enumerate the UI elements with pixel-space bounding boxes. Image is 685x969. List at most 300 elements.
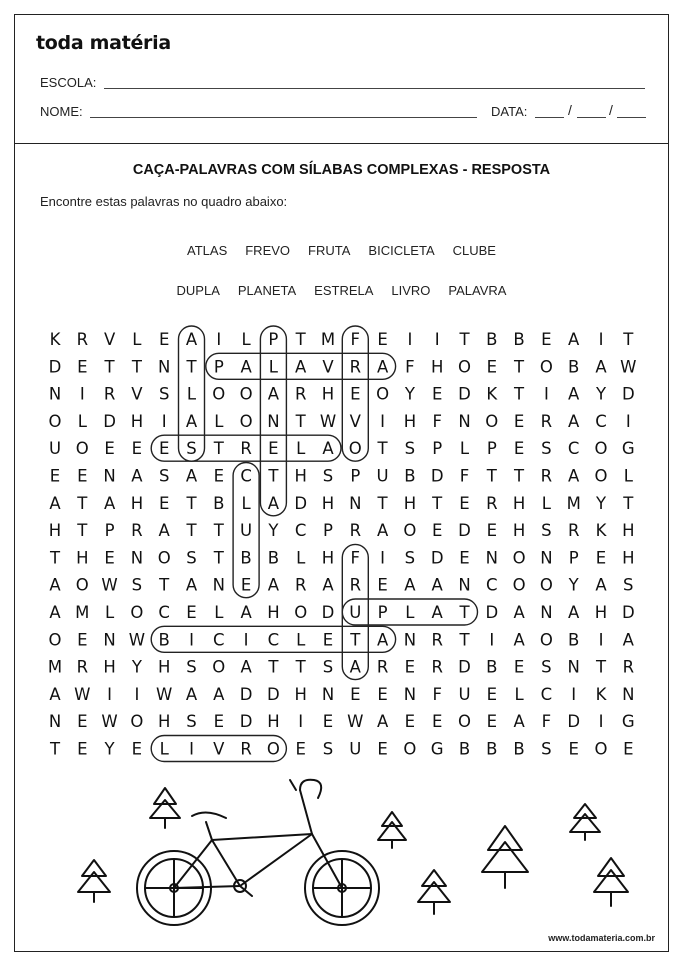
grid-letter[interactable]: R — [131, 521, 143, 541]
grid-letter[interactable]: P — [350, 466, 361, 486]
grid-letter[interactable]: O — [75, 439, 89, 459]
grid-letter[interactable]: E — [595, 548, 607, 568]
grid-letter[interactable]: E — [431, 384, 443, 404]
grid-letter[interactable]: Y — [131, 657, 142, 677]
grid-letter[interactable]: N — [48, 712, 62, 732]
grid-letter[interactable]: C — [213, 630, 225, 650]
grid-letter[interactable]: A — [513, 712, 525, 732]
grid-letter[interactable]: A — [322, 575, 334, 595]
grid-letter[interactable]: H — [103, 657, 116, 677]
grid-letter[interactable]: U — [48, 439, 62, 459]
grid-letter[interactable]: T — [514, 357, 525, 377]
grid-letter[interactable]: A — [240, 357, 252, 377]
grid-letter[interactable]: S — [541, 739, 552, 759]
grid-letter[interactable]: T — [432, 493, 443, 513]
grid-letter[interactable]: A — [349, 657, 361, 677]
grid-letter[interactable]: C — [240, 466, 252, 486]
grid-letter[interactable]: C — [567, 439, 580, 459]
grid-letter[interactable]: E — [49, 466, 61, 486]
grid-letter[interactable]: R — [240, 439, 252, 459]
grid-letter[interactable]: T — [77, 521, 88, 541]
grid-letter[interactable]: T — [49, 739, 61, 759]
grid-letter[interactable]: O — [48, 411, 62, 431]
grid-letter[interactable]: S — [131, 575, 143, 595]
grid-letter[interactable]: D — [430, 466, 444, 486]
grid-letter[interactable]: E — [513, 439, 525, 459]
grid-letter[interactable]: C — [267, 630, 280, 650]
grid-letter[interactable]: I — [598, 630, 604, 650]
grid-letter[interactable]: E — [486, 521, 498, 541]
grid-letter[interactable]: E — [104, 548, 115, 568]
grid-letter[interactable]: H — [512, 493, 526, 513]
grid-letter[interactable]: F — [350, 330, 361, 349]
grid-letter[interactable]: E — [459, 548, 470, 568]
grid-letter[interactable]: E — [213, 466, 225, 486]
grid-letter[interactable]: I — [598, 712, 604, 732]
grid-letter[interactable]: H — [430, 357, 444, 377]
grid-letter[interactable]: E — [404, 657, 416, 677]
grid-letter[interactable]: I — [79, 384, 85, 404]
grid-letter[interactable]: N — [403, 630, 417, 650]
grid-letter[interactable]: E — [431, 521, 443, 541]
grid-letter[interactable]: H — [157, 657, 171, 677]
grid-letter[interactable]: A — [431, 575, 443, 595]
grid-letter[interactable]: L — [186, 384, 197, 404]
grid-letter[interactable]: R — [567, 521, 580, 541]
grid-letter[interactable]: O — [512, 575, 526, 595]
grid-letter[interactable]: H — [594, 603, 608, 622]
grid-letter[interactable]: L — [214, 603, 224, 622]
grid-letter[interactable]: L — [241, 330, 251, 349]
grid-letter[interactable]: P — [377, 603, 388, 622]
grid-letter[interactable]: K — [595, 521, 607, 541]
grid-letter[interactable]: A — [376, 712, 389, 732]
grid-letter[interactable]: W — [74, 684, 91, 704]
grid-letter[interactable]: A — [376, 357, 389, 377]
grid-letter[interactable]: S — [186, 439, 197, 459]
grid-letter[interactable]: A — [49, 575, 61, 595]
grid-letter[interactable]: I — [298, 712, 304, 732]
grid-letter[interactable]: S — [322, 739, 334, 759]
grid-letter[interactable]: S — [623, 575, 634, 595]
grid-letter[interactable]: V — [322, 357, 334, 377]
grid-letter[interactable]: S — [541, 521, 552, 541]
grid-letter[interactable]: R — [431, 657, 443, 677]
grid-letter[interactable]: H — [321, 493, 335, 513]
grid-letter[interactable]: T — [186, 493, 197, 513]
grid-letter[interactable]: E — [377, 684, 388, 704]
grid-letter[interactable]: A — [431, 603, 443, 622]
grid-letter[interactable]: Y — [568, 575, 579, 595]
grid-letter[interactable]: O — [266, 739, 280, 759]
grid-letter[interactable]: H — [267, 603, 280, 622]
grid-letter[interactable]: O — [512, 548, 526, 568]
grid-letter[interactable]: B — [158, 630, 170, 650]
grid-letter[interactable]: D — [321, 603, 335, 622]
grid-letter[interactable]: W — [156, 684, 173, 704]
grid-letter[interactable]: D — [103, 411, 116, 431]
grid-letter[interactable]: O — [403, 521, 417, 541]
grid-letter[interactable]: A — [185, 684, 198, 704]
grid-letter[interactable]: P — [323, 521, 333, 541]
grid-letter[interactable]: L — [214, 411, 224, 431]
grid-letter[interactable]: S — [404, 439, 416, 459]
grid-letter[interactable]: T — [514, 466, 525, 486]
grid-letter[interactable]: S — [158, 384, 170, 404]
grid-letter[interactable]: Y — [104, 739, 115, 759]
grid-letter[interactable]: I — [434, 330, 440, 349]
grid-letter[interactable]: O — [485, 411, 499, 431]
grid-letter[interactable]: U — [349, 603, 362, 622]
grid-letter[interactable]: T — [268, 466, 279, 486]
grid-letter[interactable]: M — [75, 603, 90, 622]
grid-letter[interactable]: V — [103, 330, 116, 349]
grid-letter[interactable]: S — [186, 657, 197, 677]
grid-letter[interactable]: Y — [595, 493, 607, 513]
grid-letter[interactable]: O — [594, 439, 608, 459]
grid-letter[interactable]: H — [76, 548, 89, 568]
grid-letter[interactable]: A — [267, 493, 280, 513]
grid-letter[interactable]: F — [459, 466, 470, 486]
grid-letter[interactable]: E — [513, 657, 525, 677]
grid-letter[interactable]: H — [294, 466, 307, 486]
grid-letter[interactable]: T — [514, 384, 525, 404]
grid-letter[interactable]: B — [404, 466, 416, 486]
grid-letter[interactable]: N — [130, 548, 144, 568]
grid-letter[interactable]: A — [376, 630, 389, 650]
grid-letter[interactable]: I — [598, 330, 604, 349]
grid-letter[interactable]: I — [216, 330, 222, 349]
grid-letter[interactable]: L — [104, 603, 115, 622]
grid-letter[interactable]: D — [621, 603, 635, 622]
grid-letter[interactable]: O — [239, 384, 253, 404]
grid-letter[interactable]: I — [189, 630, 194, 650]
grid-letter[interactable]: F — [432, 684, 442, 704]
grid-letter[interactable]: L — [541, 493, 552, 513]
grid-letter[interactable]: D — [294, 493, 308, 513]
grid-letter[interactable]: E — [158, 493, 170, 513]
grid-letter[interactable]: C — [486, 575, 498, 595]
grid-letter[interactable]: E — [186, 603, 197, 622]
grid-letter[interactable]: B — [513, 739, 525, 759]
grid-letter[interactable]: E — [268, 439, 279, 459]
grid-letter[interactable]: H — [267, 712, 280, 732]
grid-letter[interactable]: E — [77, 739, 88, 759]
grid-letter[interactable]: T — [295, 657, 306, 677]
grid-letter[interactable]: A — [376, 521, 389, 541]
grid-letter[interactable]: H — [403, 493, 417, 513]
grid-letter[interactable]: M — [47, 657, 63, 677]
grid-letter[interactable]: Y — [268, 521, 279, 541]
grid-letter[interactable]: I — [407, 330, 413, 349]
grid-letter[interactable]: S — [404, 548, 416, 568]
grid-letter[interactable]: E — [350, 684, 361, 704]
grid-letter[interactable]: A — [185, 411, 198, 431]
grid-letter[interactable]: L — [268, 357, 279, 377]
grid-letter[interactable]: A — [595, 357, 607, 377]
grid-letter[interactable]: R — [376, 657, 389, 677]
grid-letter[interactable]: C — [294, 521, 307, 541]
grid-letter[interactable]: A — [568, 330, 580, 349]
grid-letter[interactable]: E — [486, 357, 498, 377]
grid-letter[interactable]: E — [486, 684, 498, 704]
grid-letter[interactable]: E — [377, 330, 388, 349]
grid-letter[interactable]: C — [595, 411, 607, 431]
grid-letter[interactable]: H — [130, 411, 144, 431]
grid-letter[interactable]: A — [404, 575, 416, 595]
grid-letter[interactable]: V — [213, 739, 225, 759]
grid-letter[interactable]: O — [294, 603, 308, 622]
grid-letter[interactable]: E — [322, 630, 334, 650]
grid-letter[interactable]: R — [349, 575, 362, 595]
grid-letter[interactable]: D — [458, 521, 471, 541]
grid-letter[interactable]: B — [513, 330, 525, 349]
grid-letter[interactable]: R — [349, 521, 362, 541]
grid-letter[interactable]: U — [349, 739, 362, 759]
grid-letter[interactable]: A — [622, 630, 634, 650]
grid-letter[interactable]: O — [539, 630, 553, 650]
grid-letter[interactable]: A — [595, 575, 607, 595]
grid-letter[interactable]: L — [77, 411, 87, 431]
grid-letter[interactable]: L — [405, 603, 415, 622]
grid-letter[interactable]: D — [621, 384, 635, 404]
grid-letter[interactable]: D — [567, 712, 581, 732]
grid-letter[interactable]: L — [459, 439, 470, 459]
grid-letter[interactable]: B — [568, 630, 580, 650]
grid-letter[interactable]: I — [625, 411, 631, 431]
grid-letter[interactable]: T — [186, 357, 197, 377]
grid-letter[interactable]: N — [321, 684, 335, 704]
grid-letter[interactable]: I — [489, 630, 495, 650]
grid-letter[interactable]: L — [241, 493, 251, 513]
grid-letter[interactable]: O — [594, 466, 608, 486]
grid-letter[interactable]: K — [486, 384, 498, 404]
grid-letter[interactable]: N — [567, 657, 580, 677]
grid-letter[interactable]: U — [240, 521, 253, 541]
grid-letter[interactable]: O — [212, 657, 226, 677]
grid-letter[interactable]: P — [432, 439, 443, 459]
grid-letter[interactable]: I — [543, 384, 549, 404]
grid-letter[interactable]: O — [75, 575, 89, 595]
grid-letter[interactable]: I — [161, 411, 167, 431]
grid-letter[interactable]: N — [622, 684, 635, 704]
grid-letter[interactable]: E — [131, 739, 143, 759]
grid-letter[interactable]: D — [458, 657, 471, 677]
grid-letter[interactable]: F — [432, 411, 442, 431]
grid-letter[interactable]: B — [240, 548, 252, 568]
grid-letter[interactable]: R — [486, 493, 498, 513]
grid-letter[interactable]: S — [158, 466, 170, 486]
grid-letter[interactable]: H — [294, 684, 307, 704]
grid-letter[interactable]: H — [622, 548, 635, 568]
grid-letter[interactable]: S — [322, 466, 334, 486]
grid-letter[interactable]: A — [240, 603, 252, 622]
grid-letter[interactable]: I — [107, 684, 113, 704]
grid-letter[interactable]: A — [49, 493, 61, 513]
grid-letter[interactable]: T — [295, 411, 306, 431]
grid-letter[interactable]: E — [486, 712, 498, 732]
grid-letter[interactable]: V — [349, 411, 361, 431]
grid-letter[interactable]: T — [459, 330, 470, 349]
grid-letter[interactable]: O — [348, 439, 362, 459]
grid-letter[interactable]: R — [294, 384, 307, 404]
grid-letter[interactable]: E — [568, 739, 579, 759]
grid-letter[interactable]: E — [350, 384, 361, 404]
grid-letter[interactable]: V — [131, 384, 143, 404]
grid-letter[interactable]: T — [77, 493, 88, 513]
grid-letter[interactable]: H — [130, 493, 144, 513]
grid-letter[interactable]: N — [403, 684, 417, 704]
grid-letter[interactable]: T — [295, 330, 306, 349]
grid-letter[interactable]: L — [159, 739, 169, 759]
grid-letter[interactable]: O — [376, 384, 390, 404]
grid-letter[interactable]: E — [158, 439, 170, 459]
grid-letter[interactable]: T — [268, 657, 279, 677]
grid-letter[interactable]: F — [350, 548, 361, 568]
grid-letter[interactable]: E — [77, 466, 88, 486]
grid-letter[interactable]: O — [539, 575, 553, 595]
grid-letter[interactable]: F — [541, 712, 552, 732]
grid-letter[interactable]: W — [347, 712, 364, 732]
grid-letter[interactable]: E — [131, 439, 143, 459]
grid-letter[interactable]: A — [267, 384, 280, 404]
grid-letter[interactable]: N — [458, 411, 471, 431]
grid-letter[interactable]: A — [267, 575, 280, 595]
grid-letter[interactable]: L — [132, 330, 142, 349]
grid-letter[interactable]: T — [104, 357, 115, 377]
grid-letter[interactable]: Y — [404, 384, 415, 404]
grid-letter[interactable]: E — [322, 712, 334, 732]
grid-letter[interactable]: N — [349, 493, 362, 513]
grid-letter[interactable]: G — [430, 739, 444, 759]
grid-letter[interactable]: N — [540, 603, 553, 622]
grid-letter[interactable]: A — [568, 603, 580, 622]
grid-letter[interactable]: T — [131, 357, 142, 377]
grid-letter[interactable]: R — [622, 657, 635, 677]
grid-letter[interactable]: T — [159, 575, 170, 595]
grid-letter[interactable]: T — [377, 493, 388, 513]
grid-letter[interactable]: T — [486, 466, 497, 486]
grid-letter[interactable]: W — [101, 575, 118, 595]
grid-letter[interactable]: D — [239, 712, 253, 732]
grid-letter[interactable]: A — [513, 630, 525, 650]
grid-letter[interactable]: I — [380, 548, 386, 568]
grid-letter[interactable]: A — [158, 521, 170, 541]
grid-letter[interactable]: W — [128, 630, 146, 650]
grid-letter[interactable]: D — [48, 357, 62, 377]
grid-letter[interactable]: E — [623, 739, 634, 759]
grid-letter[interactable]: A — [568, 411, 580, 431]
grid-letter[interactable]: T — [49, 548, 61, 568]
grid-letter[interactable]: P — [104, 521, 115, 541]
grid-letter[interactable]: B — [486, 739, 498, 759]
grid-letter[interactable]: E — [77, 630, 88, 650]
grid-letter[interactable]: A — [185, 330, 198, 349]
grid-letter[interactable]: E — [377, 575, 388, 595]
grid-letter[interactable]: A — [49, 603, 61, 622]
grid-letter[interactable]: B — [486, 330, 498, 349]
grid-letter[interactable]: O — [130, 712, 144, 732]
grid-letter[interactable]: E — [158, 330, 170, 349]
grid-letter[interactable]: B — [458, 739, 471, 759]
grid-letter[interactable]: P — [568, 548, 579, 568]
grid-letter[interactable]: A — [513, 603, 525, 622]
grid-letter[interactable]: C — [540, 684, 553, 704]
grid-letter[interactable]: A — [49, 684, 61, 704]
grid-letter[interactable]: N — [458, 575, 471, 595]
grid-letter[interactable]: A — [185, 575, 198, 595]
grid-letter[interactable]: T — [350, 630, 361, 650]
grid-letter[interactable]: U — [458, 684, 471, 704]
grid-letter[interactable]: K — [49, 330, 61, 349]
grid-letter[interactable]: L — [296, 439, 306, 459]
grid-letter[interactable]: Y — [595, 384, 607, 404]
grid-letter[interactable]: O — [403, 739, 417, 759]
grid-letter[interactable]: O — [458, 357, 471, 377]
grid-letter[interactable]: S — [186, 548, 197, 568]
grid-letter[interactable]: M — [320, 330, 336, 349]
grid-letter[interactable]: M — [566, 493, 581, 513]
grid-letter[interactable]: W — [101, 712, 118, 732]
grid-letter[interactable]: K — [595, 684, 607, 704]
grid-letter[interactable]: N — [103, 630, 116, 650]
grid-letter[interactable]: H — [512, 521, 526, 541]
grid-letter[interactable]: S — [322, 657, 334, 677]
grid-letter[interactable]: O — [212, 384, 226, 404]
grid-letter[interactable]: E — [77, 712, 88, 732]
grid-letter[interactable]: G — [621, 712, 635, 732]
grid-letter[interactable]: E — [513, 411, 525, 431]
grid-letter[interactable]: R — [540, 411, 553, 431]
grid-letter[interactable]: N — [48, 384, 62, 404]
grid-letter[interactable]: D — [267, 684, 280, 704]
grid-letter[interactable]: I — [134, 684, 140, 704]
grid-letter[interactable]: T — [186, 521, 197, 541]
grid-letter[interactable]: W — [620, 357, 637, 377]
grid-letter[interactable]: R — [431, 630, 443, 650]
grid-letter[interactable]: U — [376, 466, 389, 486]
grid-letter[interactable]: S — [541, 439, 552, 459]
grid-letter[interactable]: A — [185, 466, 198, 486]
grid-letter[interactable]: O — [239, 411, 253, 431]
grid-letter[interactable]: S — [541, 657, 552, 677]
grid-letter[interactable]: A — [322, 439, 334, 459]
grid-letter[interactable]: B — [267, 548, 280, 568]
grid-letter[interactable]: H — [321, 384, 335, 404]
grid-letter[interactable]: A — [568, 466, 580, 486]
grid-letter[interactable]: A — [103, 493, 116, 513]
grid-letter[interactable]: E — [77, 357, 88, 377]
grid-letter[interactable]: D — [485, 603, 499, 622]
grid-letter[interactable]: L — [623, 466, 633, 486]
grid-letter[interactable]: T — [213, 439, 224, 459]
grid-letter[interactable]: N — [540, 548, 553, 568]
grid-letter[interactable]: N — [212, 575, 225, 595]
grid-letter[interactable]: A — [295, 357, 307, 377]
grid-letter[interactable]: O — [594, 739, 608, 759]
grid-letter[interactable]: S — [186, 712, 197, 732]
grid-letter[interactable]: E — [404, 712, 416, 732]
grid-letter[interactable]: R — [240, 739, 252, 759]
grid-letter[interactable]: R — [103, 384, 116, 404]
grid-letter[interactable]: A — [568, 384, 580, 404]
grid-letter[interactable]: A — [240, 657, 252, 677]
grid-letter[interactable]: R — [76, 657, 89, 677]
grid-letter[interactable]: E — [240, 575, 252, 595]
grid-letter[interactable]: E — [541, 330, 552, 349]
grid-letter[interactable]: P — [268, 330, 279, 349]
grid-letter[interactable]: O — [539, 357, 553, 377]
